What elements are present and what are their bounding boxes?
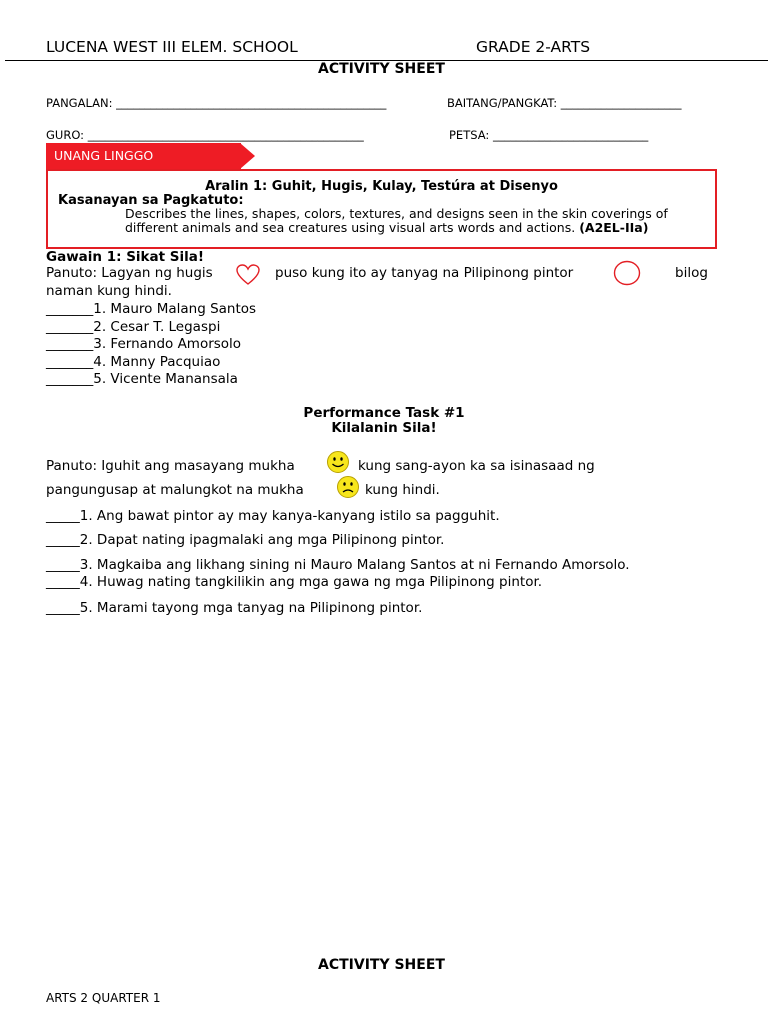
task-title: Performance Task #1 <box>303 405 465 421</box>
footer-sheet-title: ACTIVITY SHEET <box>318 957 445 973</box>
task-item[interactable]: _____1. Ang bawat pintor ay may kanya-kanyang istilo sa pagguhit. <box>46 508 500 524</box>
name-label: PANGALAN: <box>46 96 113 110</box>
activity1-instruction-start: Panuto: Lagyan ng hugis <box>46 265 213 281</box>
lesson-code: (A2EL-IIa) <box>579 220 649 235</box>
activity1-item[interactable]: _______2. Cesar T. Legaspi <box>46 319 221 335</box>
activity1-item[interactable]: _______4. Manny Pacquiao <box>46 354 221 370</box>
section-label: BAITANG/PANGKAT: <box>447 96 558 110</box>
footer-quarter: ARTS 2 QUARTER 1 <box>46 991 161 1005</box>
task-item[interactable]: _____3. Magkaiba ang likhang sining ni Mauro Malang Santos at ni Fernando Amorsolo. <box>46 557 630 573</box>
name-line: _______________________________________________ <box>116 96 387 110</box>
lesson-title: Aralin 1: Guhit, Hugis, Kulay, Testúra at Disenyo <box>205 179 558 194</box>
task-item[interactable]: _____4. Huwag nating tangkilikin ang mga gawa ng mga Pilipinong pintor. <box>46 574 543 590</box>
name-field[interactable] <box>46 96 386 110</box>
activity1-instruction-end: bilog <box>675 265 708 281</box>
school-name: LUCENA WEST III ELEM. SCHOOL <box>46 38 298 56</box>
activity1-item[interactable]: _______3. Fernando Amorsolo <box>46 336 242 352</box>
lesson-competency-label: Kasanayan sa Pagkatuto: <box>58 193 244 208</box>
lesson-description-text: Describes the lines, shapes, colors, textures, and designs seen in the skin coverings of different animals and sea creatures using visual arts words and actions. <box>125 206 668 235</box>
date-label: PETSA: <box>449 128 490 142</box>
activity1-item[interactable]: _______1. Mauro Malang Santos <box>46 301 257 317</box>
teacher-line: ________________________________________________ <box>87 128 364 142</box>
activity1-instruction-cont: naman kung hindi. <box>46 283 172 299</box>
teacher-field[interactable] <box>46 128 364 142</box>
section-field[interactable] <box>447 96 681 110</box>
activity1-instruction-middle: puso kung ito ay tanyag na Pilipinong pintor <box>275 265 574 281</box>
date-line: ___________________________ <box>492 128 649 142</box>
section-line: _____________________ <box>560 96 682 110</box>
teacher-label: GURO: <box>46 128 85 142</box>
week-badge-arrow <box>240 143 255 169</box>
sheet-title: ACTIVITY SHEET <box>318 61 445 77</box>
task-instruction-middle: kung sang-ayon ka sa isinasaad ng <box>358 458 595 474</box>
lesson-box <box>46 169 717 249</box>
activity1-title: Gawain 1: Sikat Sila! <box>46 249 205 265</box>
circle-icon <box>612 260 642 286</box>
task-item[interactable]: _____2. Dapat nating ipagmalaki ang mga Pilipinong pintor. <box>46 532 445 548</box>
task-item[interactable]: _____5. Marami tayong mga tanyag na Pilipinong pintor. <box>46 600 423 616</box>
grade-label: GRADE 2-ARTS <box>476 38 591 56</box>
task-instruction-cont: pangungusap at malungkot na mukha <box>46 482 304 498</box>
activity1-item[interactable]: _______5. Vicente Manansala <box>46 371 238 387</box>
task-subtitle: Kilalanin Sila! <box>331 420 437 436</box>
heart-icon <box>235 263 261 287</box>
sad-face-icon <box>336 475 360 499</box>
date-field[interactable] <box>449 128 648 142</box>
lesson-description <box>125 207 685 235</box>
task-instruction-start: Panuto: Iguhit ang masayang mukha <box>46 458 295 474</box>
week-badge: UNANG LINGGO <box>46 143 241 169</box>
happy-face-icon <box>326 450 350 474</box>
task-instruction-end: kung hindi. <box>365 482 440 498</box>
